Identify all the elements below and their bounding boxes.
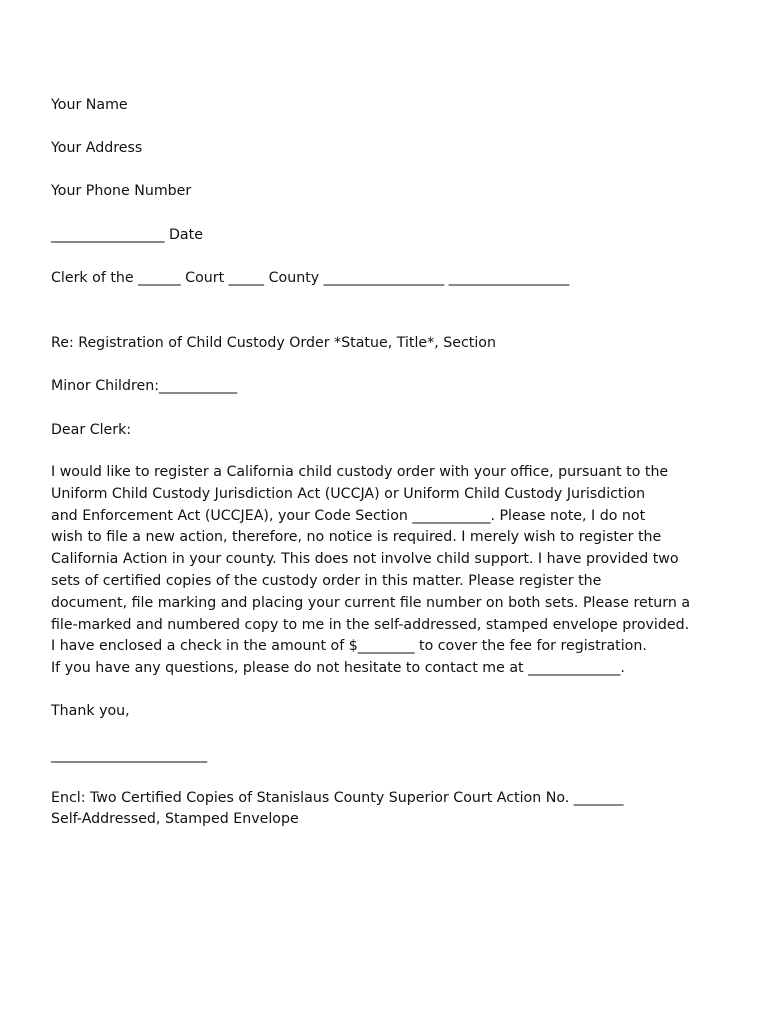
minor-children-line: Minor Children:___________ <box>51 378 238 394</box>
re-line: Re: Registration of Child Custody Order *Statue, Title*, Section <box>51 335 496 351</box>
body-line: file-marked and numbered copy to me in the self-addressed, stamped envelope provided. <box>51 616 690 633</box>
body-line: document, file marking and placing your current file number on both sets. Please return a <box>51 594 691 611</box>
body-line: Uniform Child Custody Jurisdiction Act (UCCJA) or Uniform Child Custody Jurisdiction <box>51 485 646 502</box>
body-line: sets of certified copies of the custody order in this matter. Please register the <box>51 572 602 589</box>
enclosure-line: Encl: Two Certified Copies of Stanislaus County Superior Court Action No. _______ <box>51 790 624 806</box>
closing: Thank you, <box>51 703 130 719</box>
date-line: ________________ Date <box>51 227 203 243</box>
body-line: If you have any questions, please do not hesitate to contact me at _____________. <box>51 660 625 677</box>
sender-phone: Your Phone Number <box>51 183 192 199</box>
sender-name: Your Name <box>51 97 128 113</box>
body-line: I would like to register a California child custody order with your office, pursuant to the <box>51 464 669 480</box>
sender-address: Your Address <box>51 140 143 156</box>
salutation: Dear Clerk: <box>51 422 132 438</box>
body-line: and Enforcement Act (UCCJEA), your Code Section ___________. Please note, I do not <box>51 507 646 524</box>
body-line: California Action in your county. This does not involve child support. I have provided two <box>51 551 679 568</box>
letter-body <box>51 462 691 680</box>
clerk-line: Clerk of the ______ Court _____ County _________________ _________________ <box>51 270 570 286</box>
body-line: I have enclosed a check in the amount of $________ to cover the fee for registration. <box>51 638 647 655</box>
body-line: wish to file a new action, therefore, no notice is required. I merely wish to register the <box>51 529 662 546</box>
enclosure-line: Self-Addressed, Stamped Envelope <box>51 811 299 827</box>
signature-line: ______________________ <box>51 747 208 763</box>
